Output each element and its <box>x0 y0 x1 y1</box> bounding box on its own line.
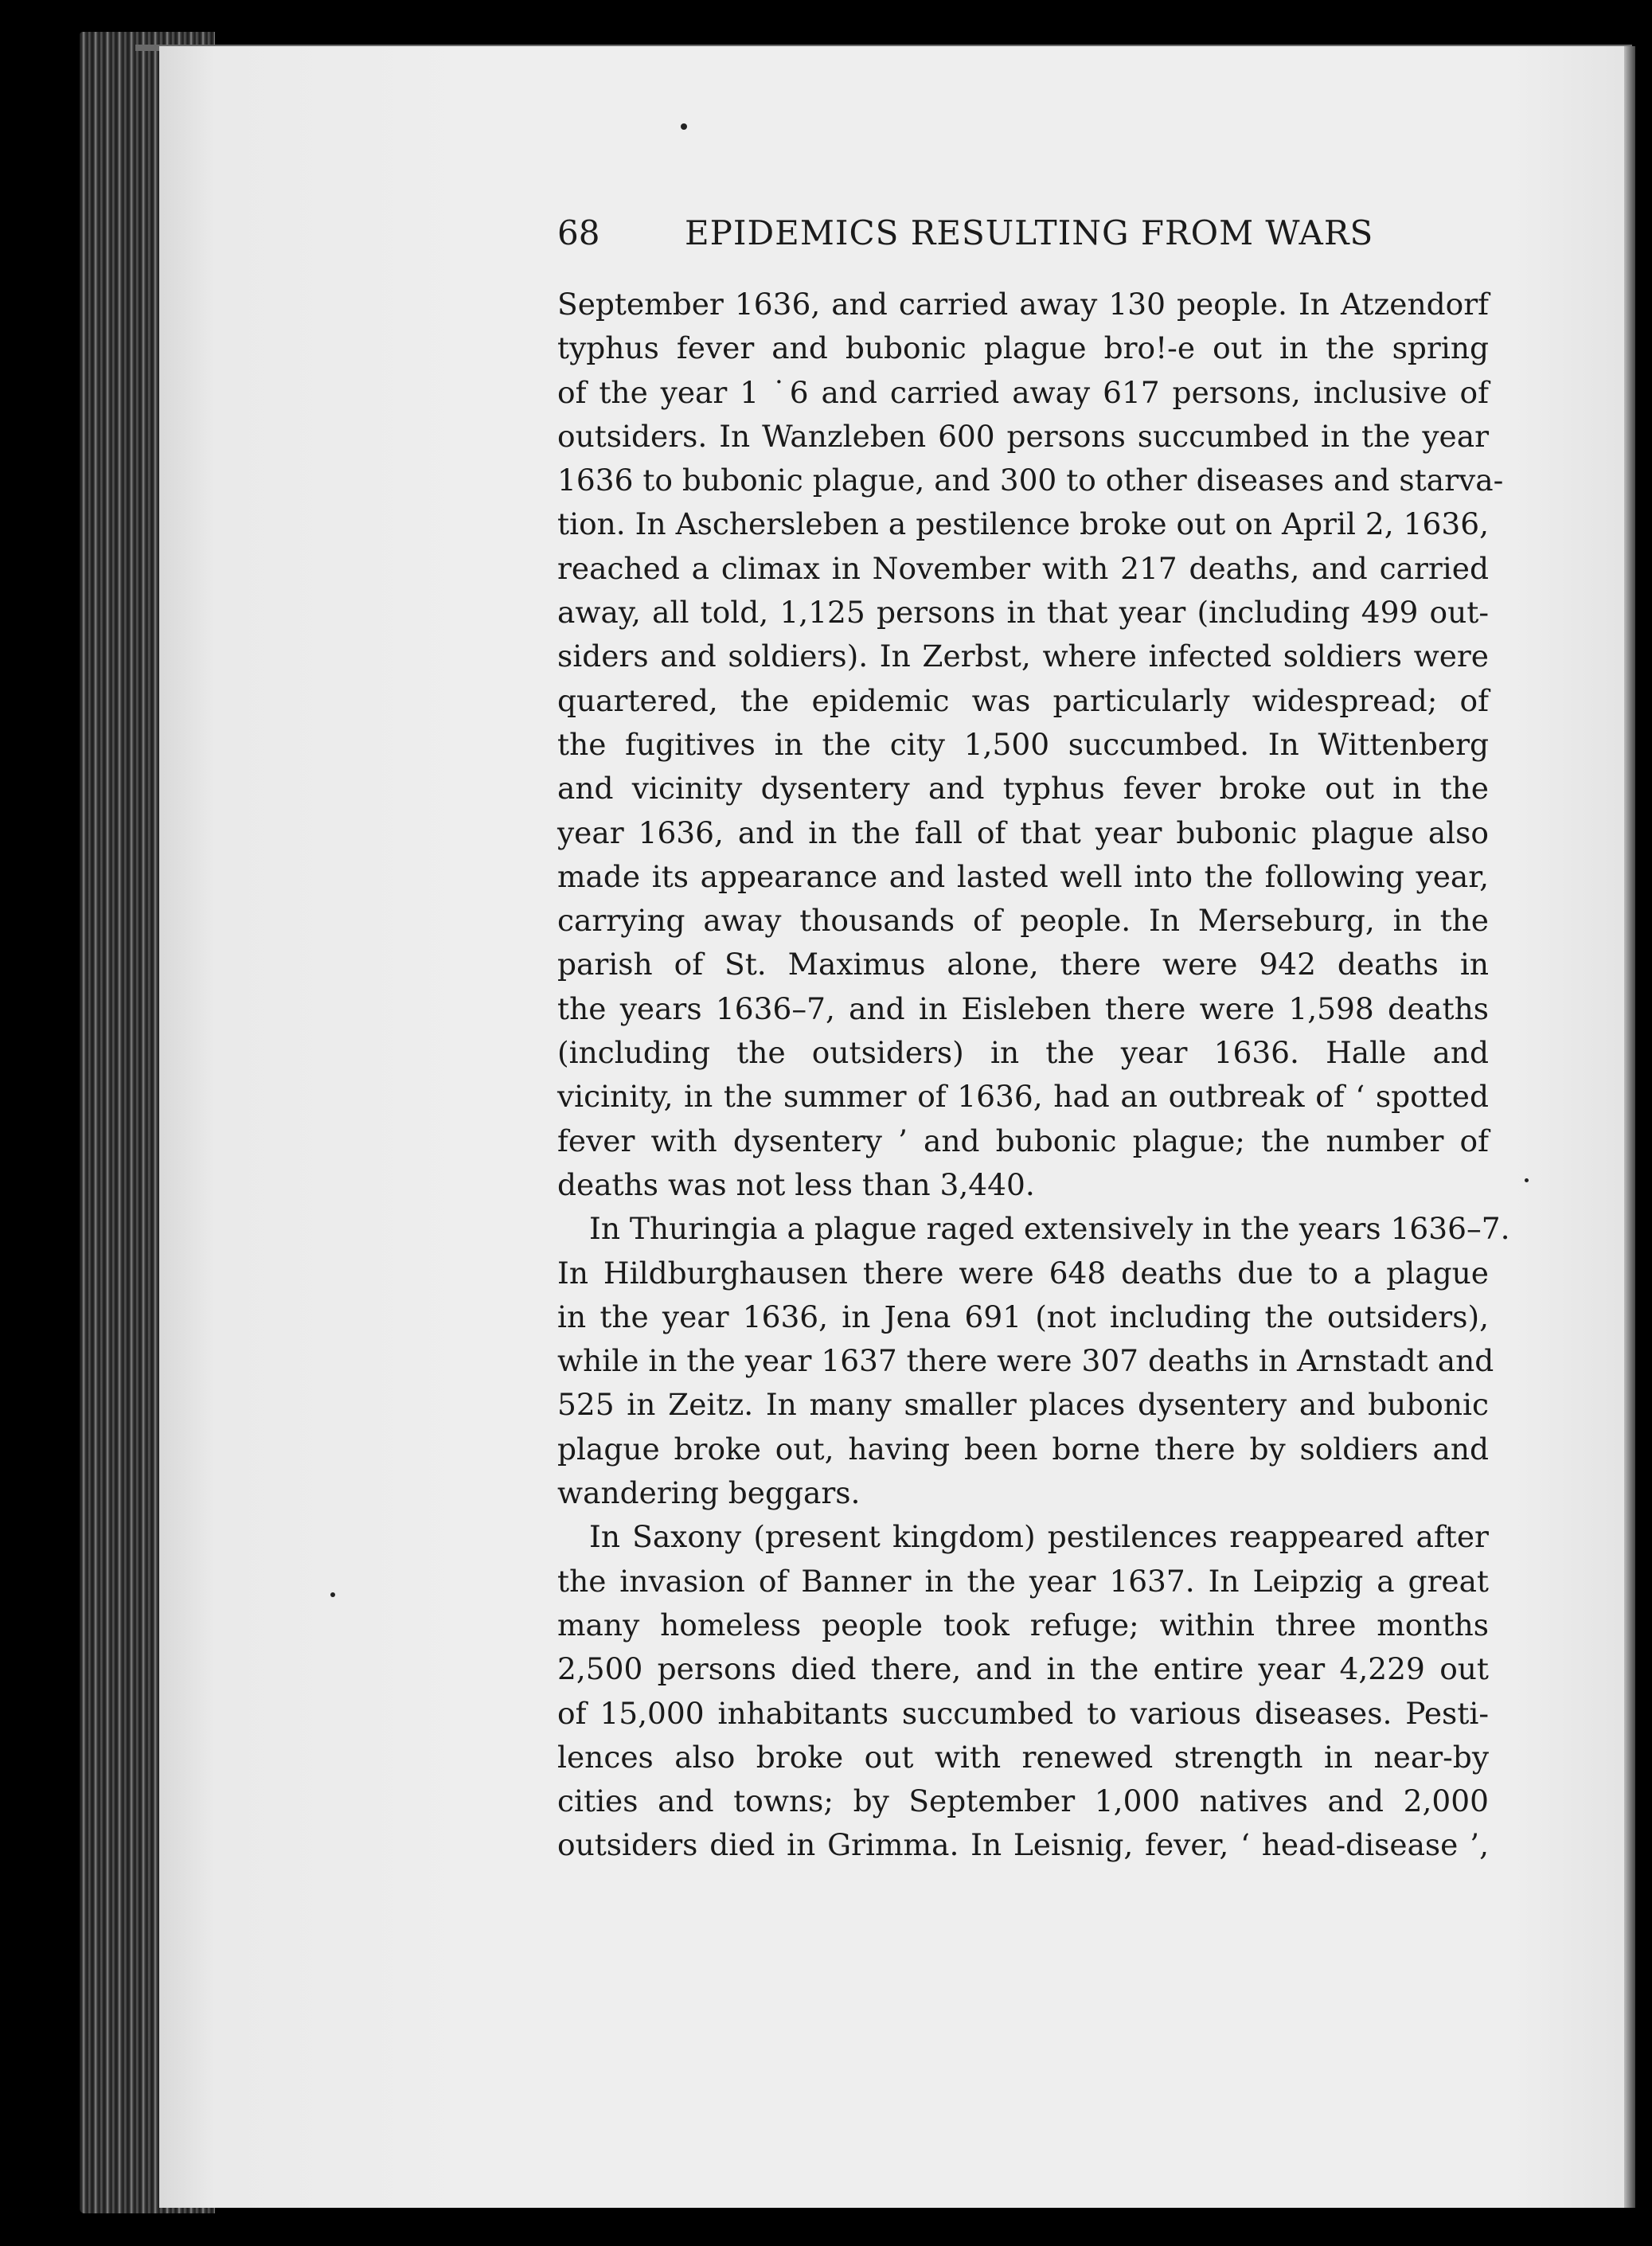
text-line: 2,500 persons died there, and in the entire year 4,229 out <box>557 1651 1489 1687</box>
text-line: the fugitives in the city 1,500 succumbed. In Wittenberg <box>557 726 1489 762</box>
ink-speck <box>1525 1178 1529 1182</box>
chapter-title: EPIDEMICS RESULTING FROM WARS <box>685 213 1374 252</box>
text-line: In Saxony (present kingdom) pestilences reappeared after <box>589 1519 1489 1555</box>
ink-speck <box>330 1592 335 1597</box>
text-line: parish of St. Maximus alone, there were 942 deaths in <box>557 947 1489 982</box>
text-line: siders and soldiers). In Zerbst, where infected soldiers were <box>557 639 1489 674</box>
text-line: wandering beggars. <box>557 1475 861 1511</box>
text-line: and vicinity dysentery and typhus fever broke out in the <box>557 771 1489 807</box>
text-line: plague broke out, having been borne there by soldiers and <box>557 1431 1489 1467</box>
text-line: away, all told, 1,125 persons in that year (including 499 out- <box>557 595 1489 631</box>
text-line: vicinity, in the summer of 1636, had an outbreak of ‘ spotted <box>557 1079 1489 1115</box>
text-line: year 1636, and in the fall of that year bubonic plague also <box>557 814 1489 850</box>
text-line: quartered, the epidemic was particularly widespread; of <box>557 682 1489 718</box>
text-line: fever with dysentery ’ and bubonic plague; the number of <box>557 1123 1489 1158</box>
body-text <box>557 283 1510 1868</box>
text-line: outsiders. In Wanzleben 600 persons succumbed in the year <box>557 418 1489 454</box>
text-line: typhus fever and bubonic plague bro!-e out in the spring <box>557 330 1489 366</box>
text-line: (including the outsiders) in the year 1636. Halle and <box>557 1035 1489 1071</box>
text-line: tion. In Aschersleben a pestilence broke out on April 2, 1636, <box>557 506 1489 542</box>
text-line: In Hildburghausen there were 648 deaths due to a plague <box>557 1255 1489 1291</box>
ink-speck <box>681 123 687 130</box>
text-line: 1636 to bubonic plague, and 300 to other diseases and starva- <box>557 463 1504 498</box>
text-line: of the year 1 ˙6 and carried away 617 persons, inclusive of <box>557 374 1489 410</box>
right-page-edge <box>1624 46 1635 2208</box>
text-line: the years 1636–7, and in Eisleben there were 1,598 deaths <box>557 990 1489 1026</box>
text-line: made its appearance and lasted well into the following year, <box>557 858 1489 894</box>
text-line: 525 in Zeitz. In many smaller places dysentery and bubonic <box>557 1387 1489 1423</box>
text-line: In Thuringia a plague raged extensively in the years 1636–7. <box>589 1211 1510 1247</box>
text-line: of 15,000 inhabitants succumbed to various diseases. Pesti- <box>557 1695 1489 1731</box>
text-line: cities and towns; by September 1,000 natives and 2,000 <box>557 1783 1489 1819</box>
text-line: carrying away thousands of people. In Merseburg, in the <box>557 903 1489 939</box>
running-head <box>557 213 1374 269</box>
text-line: the invasion of Banner in the year 1637. In Leipzig a great <box>557 1563 1489 1599</box>
text-line: deaths was not less than 3,440. <box>557 1166 1035 1202</box>
text-line: many homeless people took refuge; within three months <box>557 1607 1489 1643</box>
text-line: outsiders died in Grimma. In Leisnig, fever, ‘ head-disease ’, <box>557 1827 1489 1863</box>
text-line: September 1636, and carried away 130 people. In Atzendorf <box>557 287 1489 322</box>
text-line: lences also broke out with renewed strength in near-by <box>557 1739 1489 1775</box>
text-line: in the year 1636, in Jena 691 (not including the outsiders), <box>557 1299 1489 1334</box>
page-number: 68 <box>557 213 600 252</box>
text-line: while in the year 1637 there were 307 deaths in Arnstadt and <box>557 1343 1494 1379</box>
text-line: reached a climax in November with 217 deaths, and carried <box>557 550 1489 586</box>
